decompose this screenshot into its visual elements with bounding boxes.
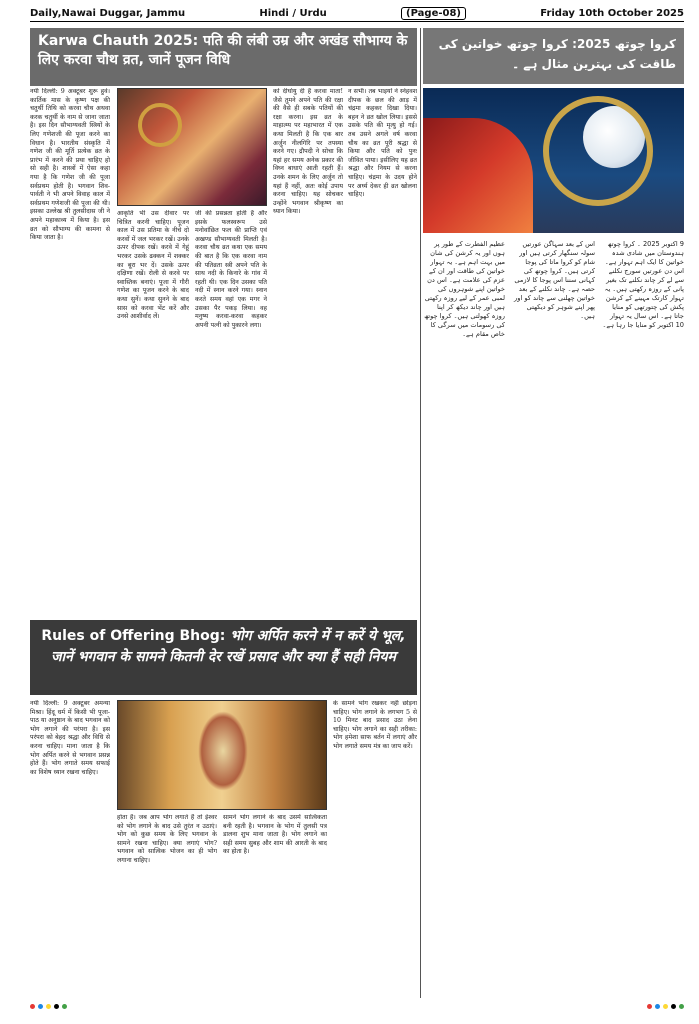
masthead xyxy=(30,6,684,22)
story2-headline-hi: भोग अर्पित करने में न करें ये भूल, जानें भगवान के सामने कितनी देर रखें प्रसाद और क्या हैं सही नियम xyxy=(51,628,406,665)
story1-column-4: को दीर्घायु दी है करवा माता! जैसे तुमने अपने पति की रक्षा की वैसे ही सबके पतियों की रक्षा करना। इस व्रत के माहात्म्य पर महाभारत में एक कथा मिलती है कि एक बार अर्जुन नीलगिरि पर तपस्या करने गए। द्रौपदी ने सोचा कि यहां हर समय अनेक प्रकार की विघ्न बाधाएं आती रहती हैं। उनके शमन के लिए अर्जुन तो यहां हैं नहीं, अतः कोई उपाय करना चाहिए। यह सोचकर उन्होंने भगवान श्रीकृष्ण का ध्यान किया। xyxy=(273,88,343,216)
woman-figure xyxy=(423,118,533,233)
urdu-column-right: 9 اکتوبر 2025 ۔ کروا چوتھ ہندوستان میں شادی شدہ خواتین کا ایک اہم تہوار ہے۔ اس دن عورتیں سورج نکلنے سے لے کر چاند نکلنے تک بغیر پانی کے روزہ رکھتی ہیں۔ یہ تہوار کارتک مہینے کے کرشن پکش کی چتورتھی کو منایا جاتا ہے۔ اس سال یہ تہوار 10 اکتوبر کو منایا جا رہا ہے۔ xyxy=(602,240,684,329)
story1-headline xyxy=(30,28,417,86)
story2-headline xyxy=(30,620,417,695)
karwa-chauth-photo xyxy=(117,88,267,206)
story1-column-3: जी की प्रसन्नता होती है और इसके फलस्वरूप उसे मनोवांछित फल की प्राप्ति एवं अखण्ड सौभाग्यवती मिलती है। करवा चौथ व्रत कथा एक समय की बात है कि एक करवा नाम की पतिव्रता स्त्री अपने पति के साथ नदी के किनारे के गांव में रहती थी। एक दिन उसका पति नदी में स्नान करने गया। स्नान करते समय वहां एक मगर ने उसका पैर पकड़ लिया। वह मनुष्य करवा-करवा कहकर अपनी पत्नी को पुकारने लगा। xyxy=(195,210,267,329)
story2-column-1: नयी दिल्ली: 9 अक्टूबर अमन्या मिश्रा। हिंदू धर्म में किसी भी पूजा-पाठ या अनुष्ठान के बाद भगवान को भोग लगाने की परंपरा है। इस परंपरा को बेहद श्रद्धा और विधि से करना चाहिए। माना जाता है कि भोग अर्पित करने से भगवान प्रसन्न होते हैं। भोग लगाते समय सफाई का विशेष ध्यान रखना चाहिए। xyxy=(30,700,110,776)
story1-column-1: नयी दिल्ली: 9 अक्टूबर शुरू हुवे। कार्तिक मास के कृष्ण पक्ष की चतुर्थी तिथि को करवा चौथ अथवा करक चतुर्थी के नाम से जाना जाता है। इस दिन सौभाग्यवती स्त्रियों के लिए गणेशजी की पूजा करने का विधान है। भारतीय संस्कृति में गणेश जी की मूर्ति प्रत्येक व्रत के प्रारंभ में करने की प्रथा चाहिए हो सो सही है। शास्त्रों में ऐसा कहा गया है कि गणेश जी की पूजा सर्वप्रथम होती है। भगवान शिव-पार्वती ने भी अपने विवाह काल में सर्वप्रथम गणेशजी की पूजा की थी। इसका उल्लेख श्री तुलसीदास जी ने अपने महाकाव्य में किया है। इस व्रत को सौभाग्य की कामना से किया जाता है। xyxy=(30,88,110,242)
story2-body xyxy=(30,700,417,1000)
story1-body xyxy=(30,88,417,618)
paper-name: Daily,Nawai Duggar, Jammu xyxy=(30,8,186,19)
column-divider xyxy=(420,28,421,998)
bhog-offering-photo xyxy=(117,700,327,810)
language-label: Hindi / Urdu xyxy=(259,8,327,19)
story1-headline-en: Karwa Chauth 2025: xyxy=(38,33,199,49)
color-dots-left xyxy=(30,1004,67,1010)
sieve-icon xyxy=(543,96,653,206)
story2-column-4: के सामने भोग रखकर नहीं छोड़ना चाहिए। भोग लगाने के लगभग 5 से 10 मिनट बाद प्रसाद उठा लेना चाहिए। भोग लगाने का सही तरीका: भोग हमेशा साफ बर्तन में लगाएं और भोग लगाते समय मंत्र का जाप करें। xyxy=(333,700,417,750)
story2-column-3: सामने भोग लगाने के बाद उसमें सात्विकता बनी रहती है। भगवान के भोग में तुलसी पत्र डालना शुभ माना जाता है। भोग लगाने का सही समय सुबह और शाम की आरती के बाद का होता है। xyxy=(223,814,327,856)
color-dots-right xyxy=(647,1004,684,1010)
story2-headline-en: Rules of Offering Bhog: xyxy=(41,628,226,644)
moon-sieve-photo xyxy=(423,88,684,233)
urdu-headline: کروا چوتھ 2025: کروا چوتھ خواتین کی طاقت کی بہترین مثال ہے ۔ xyxy=(423,28,684,84)
urdu-column-middle: اس کے بعد سہاگن عورتیں سولہ سنگھار کرتی ہیں اور شام کو کروا ماتا کی پوجا کرتی ہیں۔ کروا چوتھ کی کہانی سننا اس پوجا کا لازمی حصہ ہے۔ چاند نکلنے کے بعد خواتین چھلنی سے چاند کو اور پھر اپنے شوہر کو دیکھتی ہیں۔ xyxy=(514,240,595,320)
story1-column-2: आकृति भी उस दीवार पर चित्रित करनी चाहिए। पूजन काल में उस प्रतिमा के नीचे दो करवों में जल भरकर रखें। उनके ऊपर दीपक रखें। करवे में गेहूं भरकर उसके ढक्कन में शक्कर का बूरा भर दें। उसके ऊपर दक्षिणा रखें। रोली से करवे पर स्वास्तिक बनाएं। पूजा में गौरी गणेश का पूजन करने के बाद कथा सुनें। कथा सुनने के बाद सास को करवा भेंट करें और उनसे आशीर्वाद लें। xyxy=(117,210,189,321)
page-number: (Page-08) xyxy=(401,7,466,20)
urdu-section xyxy=(423,28,684,998)
urdu-column-left: عظیم الفطرت کے طور پر ہوں اور یہ کرشن کی شان میں بہت اہم ہے۔ یہ تہوار خواتین کی طاقت اور ان کے عزم کی علامت ہے۔ اس دن خواتین اپنے شوہروں کی لمبی عمر کے لیے روزہ رکھتی ہیں اور چاند دیکھ کر اپنا روزہ کھولتی ہیں۔ کروا چوتھ کی رسومات میں سرگی کا خاص مقام ہے۔ xyxy=(424,240,505,338)
issue-date: Friday 10th October 2025 xyxy=(540,8,684,19)
story1-column-5: न सभी। तब भाइयों ने स्नेहवश दीपक के छल की आड़ में चंद्रमा कहकर दिखा दिया। बहन ने व्रत खोल लिया। इससे उसके पति की मृत्यु हो गई। तब उसने अगले वर्ष करवा चौथ का व्रत पूरी श्रद्धा से किया और पति को पुनः जीवित पाया। इसीलिए यह व्रत श्रद्धा और नियम से करना चाहिए। चंद्रमा के उदय होने पर अर्घ्य देकर ही व्रत खोलना चाहिए। xyxy=(348,88,417,199)
story1-headline-hi: पति की लंबी उम्र और अखंड सौभाग्य के लिए करवा चौथ व्रत, जानें पूजन विधि xyxy=(38,33,408,68)
color-registration-bar xyxy=(30,1004,684,1010)
hindi-section xyxy=(30,28,417,998)
story2-column-2: होता है। जब आप भोग लगाते हैं तो ईश्वर को भोग लगाने के बाद उसे तुरंत न उठाएं। भोग को कुछ समय के लिए भगवान के सामने रखना चाहिए। क्या लगाएं भोग? भगवान को सात्विक भोजन का ही भोग लगाना चाहिए। xyxy=(117,814,217,864)
